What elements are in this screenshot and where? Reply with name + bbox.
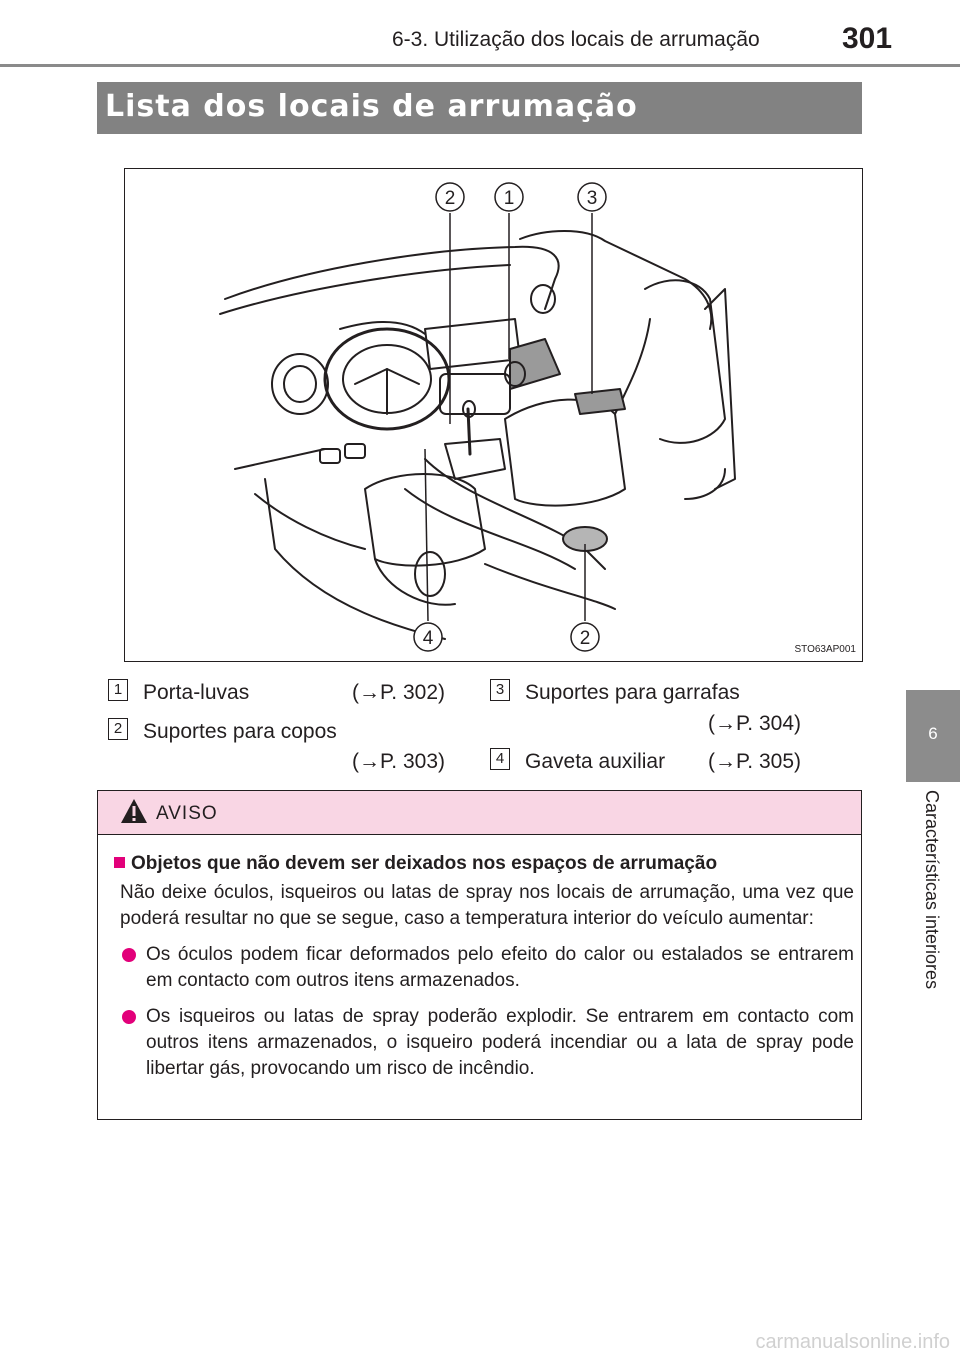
- interior-illustration: [124, 168, 863, 662]
- page-title: Lista dos locais de arrumação: [105, 89, 638, 124]
- legend-ref-2: (→P. 303): [352, 750, 445, 773]
- header-rule: [0, 64, 960, 67]
- warning-bullet-2: [118, 1004, 854, 1082]
- svg-text:2: 2: [444, 188, 456, 209]
- warning-box: [97, 790, 862, 1120]
- square-bullet-icon: [114, 857, 125, 868]
- warning-label: AVISO: [156, 803, 218, 824]
- legend-ref-1: (→P. 302): [352, 681, 445, 704]
- legend-label-1: Porta-luvas: [143, 681, 250, 704]
- watermark: carmanualsonline.info: [755, 1331, 950, 1353]
- warning-bullet-1: [118, 942, 854, 994]
- chapter-tab: [906, 690, 960, 782]
- legend-number-1: 1: [108, 679, 128, 701]
- car-interior-drawing: [125, 169, 862, 661]
- callout-cupholder-top: [436, 183, 464, 211]
- callout-cupholder-bottom: [571, 623, 599, 651]
- legend-number-4: 4: [490, 748, 510, 770]
- svg-text:4: 4: [422, 628, 434, 649]
- bullet-dot-icon: [122, 1010, 136, 1024]
- chapter-label-text: Características interiores: [922, 790, 942, 990]
- callout-bottleholder: [578, 183, 606, 211]
- warning-body: [114, 851, 854, 1082]
- svg-text:1: 1: [503, 188, 515, 209]
- legend-number-2: 2: [108, 718, 128, 740]
- warning-bullet-2-text: Os isqueiros ou latas de spray poderão explodir. Se entrarem em contacto com outros itens armazenados, o isqueiro poderá incendiar ou a lata de spray pode libertar gás, provocando um risco de incêndio.: [146, 1006, 854, 1079]
- callout-auxiliary-box: [414, 623, 442, 651]
- legend-label-2: Suportes para copos: [143, 720, 337, 743]
- figure-code: STO63AP001: [794, 644, 856, 655]
- legend-label-3: Suportes para garrafas: [525, 681, 740, 704]
- bullet-dot-icon: [122, 948, 136, 962]
- warning-heading-text: Objetos que não devem ser deixados nos espaços de arrumação: [131, 853, 718, 874]
- warning-triangle-icon: [120, 798, 148, 824]
- page-number: 301: [842, 22, 893, 55]
- warning-header: [98, 791, 861, 835]
- warning-heading: [114, 851, 854, 877]
- section-title: 6-3. Utilização dos locais de arrumação: [392, 28, 760, 51]
- legend-ref-3: (→P. 304): [708, 712, 801, 735]
- warning-intro: Não deixe óculos, isqueiros ou latas de spray nos locais de arrumação, uma vez que poderá resultar no que se segue, caso a temperatura interior do veículo aumentar:: [120, 882, 854, 929]
- warning-bullet-1-text: Os óculos podem ficar deformados pelo efeito do calor ou estalados se entrarem em contacto com outros itens armazenados.: [146, 944, 854, 991]
- svg-text:3: 3: [586, 188, 598, 209]
- legend-number-3: 3: [490, 679, 510, 701]
- legend-label-4: Gaveta auxiliar: [525, 750, 666, 773]
- legend-ref-4: (→P. 305): [708, 750, 801, 773]
- page-title-bar: [97, 82, 862, 134]
- chapter-number: 6: [928, 724, 938, 743]
- callout-glovebox: [495, 183, 523, 211]
- chapter-label: [906, 790, 960, 1150]
- svg-text:2: 2: [579, 628, 591, 649]
